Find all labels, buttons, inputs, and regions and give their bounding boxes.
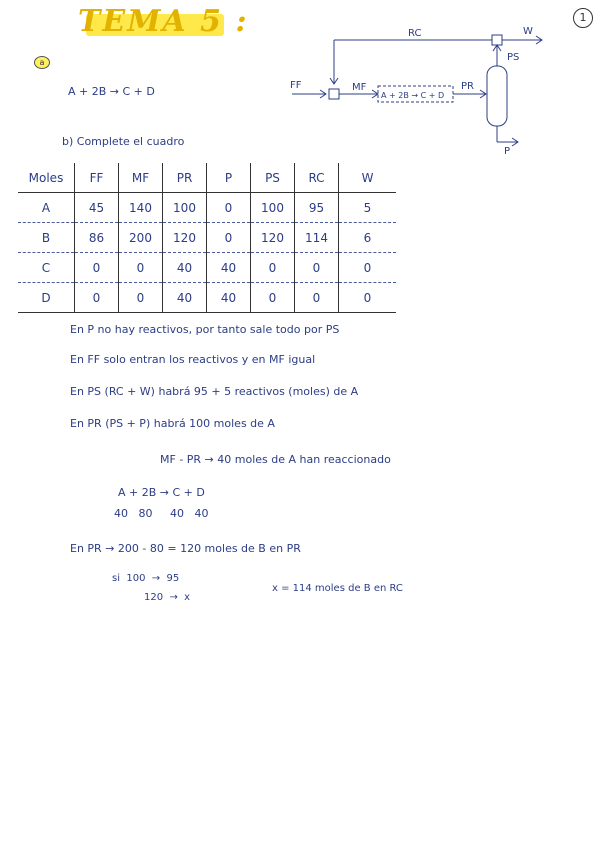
rule-of-three-row-1: si 100 → 95: [112, 573, 180, 584]
reaction-equation: A + 2B → C + D: [68, 85, 155, 98]
table-cell: 0: [75, 253, 119, 283]
section-b-heading: b) Complete el cuadro: [62, 135, 185, 148]
header-ps: PS: [251, 163, 295, 193]
page-title-block: [78, 4, 249, 39]
note-line-6: En PR → 200 - 80 = 120 moles de B en PR: [70, 542, 301, 555]
table-cell: 86: [75, 223, 119, 253]
note-line-2: En FF solo entran los reactivos y en MF igual: [70, 353, 316, 366]
moles-table: [18, 163, 396, 313]
table-cell: 100: [251, 193, 295, 223]
header-pr: PR: [163, 163, 207, 193]
table-cell: 40: [207, 253, 251, 283]
table-cell: D: [18, 283, 75, 313]
header-mf: MF: [119, 163, 163, 193]
table-cell: 120: [163, 223, 207, 253]
page-title: TEMA 5 :: [78, 4, 249, 39]
table-cell: 200: [119, 223, 163, 253]
table-cell: 0: [251, 253, 295, 283]
note-line-5: MF - PR → 40 moles de A han reaccionado: [160, 453, 391, 466]
table-cell: 5: [339, 193, 397, 223]
table-cell: 0: [339, 253, 397, 283]
label-rc: RC: [408, 28, 422, 39]
table-cell: 0: [119, 283, 163, 313]
table-row: [18, 283, 396, 313]
header-moles: Moles: [18, 163, 75, 193]
table-row: [18, 253, 396, 283]
note-line-3: En PS (RC + W) habrá 95 + 5 reactivos (moles) de A: [70, 385, 359, 398]
table-row: [18, 193, 396, 223]
table-cell: 95: [295, 193, 339, 223]
label-reactor: A + 2B → C + D: [381, 91, 445, 100]
table-header-row: [18, 163, 396, 193]
table-cell: A: [18, 193, 75, 223]
table-cell: 45: [75, 193, 119, 223]
label-ff: FF: [290, 80, 302, 91]
table-cell: 0: [119, 253, 163, 283]
table-cell: C: [18, 253, 75, 283]
label-mf: MF: [352, 82, 367, 93]
table-cell: 0: [251, 283, 295, 313]
table-cell: 114: [295, 223, 339, 253]
table-row: [18, 223, 396, 253]
splitter-box: [492, 35, 502, 45]
table-cell: 0: [207, 223, 251, 253]
rule-of-three-result: x = 114 moles de B en RC: [272, 583, 403, 594]
header-rc: RC: [295, 163, 339, 193]
table-cell: 0: [295, 283, 339, 313]
table-cell: B: [18, 223, 75, 253]
table-cell: 0: [75, 283, 119, 313]
table-cell: 120: [251, 223, 295, 253]
rule-of-three-row-2: 120 → x: [144, 592, 191, 603]
note-line-1: En P no hay reactivos, por tanto sale todo por PS: [70, 323, 340, 336]
header-ff: FF: [75, 163, 119, 193]
table-cell: 0: [339, 283, 397, 313]
table-cell: 40: [207, 283, 251, 313]
mixer-box: [329, 89, 339, 99]
label-pr: PR: [461, 81, 474, 92]
table-cell: 6: [339, 223, 397, 253]
table-cell: 100: [163, 193, 207, 223]
process-diagram: [280, 10, 580, 155]
reaction-values: 40 80 40 40: [114, 507, 209, 520]
table-cell: 0: [295, 253, 339, 283]
note-line-4: En PR (PS + P) habrá 100 moles de A: [70, 417, 275, 430]
page-number: 1: [573, 8, 593, 28]
table-cell: 40: [163, 253, 207, 283]
reaction-repeat: A + 2B → C + D: [118, 486, 205, 499]
label-p: P: [504, 146, 511, 155]
header-p: P: [207, 163, 251, 193]
table-cell: 0: [207, 193, 251, 223]
label-ps: PS: [507, 52, 520, 63]
section-a-marker: a: [34, 56, 50, 69]
table-cell: 40: [163, 283, 207, 313]
header-w: W: [339, 163, 397, 193]
label-w: W: [523, 26, 533, 37]
table-cell: 140: [119, 193, 163, 223]
separator-column: [487, 66, 507, 126]
